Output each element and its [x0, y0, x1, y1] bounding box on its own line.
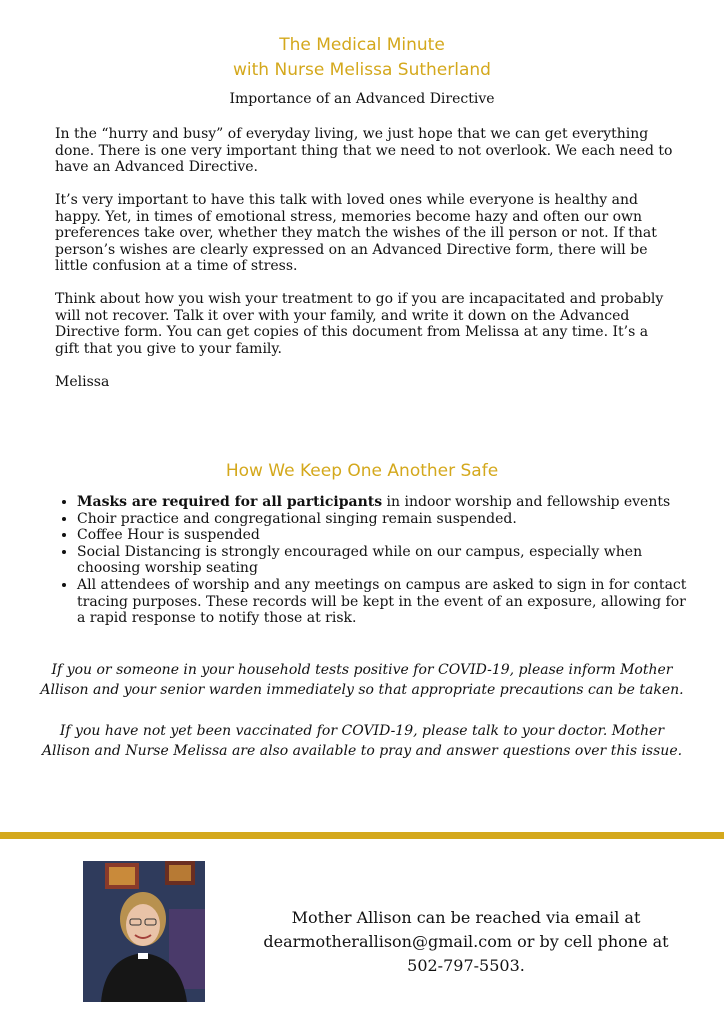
safety-list — [55, 494, 697, 627]
newsletter-title — [0, 33, 724, 83]
portrait-photo — [83, 861, 205, 1002]
contact-info — [236, 906, 696, 978]
safety-list-item: • Coffee Hour is suspended — [77, 527, 697, 544]
safety-item-text: in indoor worship and fellowship events — [382, 494, 671, 510]
safety-heading: How We Keep One Another Safe — [225, 461, 499, 481]
vaccination-notice: If you have not yet been vaccinated for COVID-19, please talk to your doctor. Mother Allison and Nurse Melissa are also available to pray and answer questions over this issue. — [41, 723, 683, 759]
title-line-2: with Nurse Melissa Sutherland — [233, 60, 491, 80]
contact-line: Mother Allison can be reached via email at — [291, 908, 641, 927]
safety-list-item: • Choir practice and congregational singing remain suspended. — [77, 511, 697, 528]
article-body — [55, 126, 675, 390]
safety-list-item — [77, 494, 697, 511]
footer-divider — [0, 832, 724, 839]
portrait-illustration — [83, 861, 205, 1002]
article-paragraph: Think about how you wish your treatment to go if you are incapacitated and probably will not recover. Talk it over with your family, and write it down on the Advanced Directive form. You can get copies of this document from Melissa at any time. It’s a gift that you give to your family. — [55, 291, 664, 357]
article-subtitle: Importance of an Advanced Directive — [229, 91, 495, 107]
article-paragraph: In the “hurry and busy” of everyday living, we just hope that we can get everything done. There is one very important thing that we need to not overlook. We each need to have an Advanced Directive. — [55, 126, 673, 175]
contact-phone-line: 502-797-5503. — [407, 956, 525, 975]
article-paragraph: It’s very important to have this talk with loved ones while everyone is healthy and happy. Yet, in times of emotional stress, memories become hazy and often our own preferences take over, whether they match the wishes of the ill person or not. If that person’s wishes are clearly expressed on an Advanced Directive form, there will be little confusion at a time of stress. — [55, 192, 657, 274]
title-line-1: The Medical Minute — [279, 35, 445, 55]
contact-email-line: dearmotherallison@gmail.com or by cell phone at — [263, 932, 669, 951]
safety-list-item: • All attendees of worship and any meetings on campus are asked to sign in for contact tracing purposes. These records will be kept in the event of an exposure, allowing for a rapid response to notify those at risk. — [77, 577, 697, 627]
safety-list-item: • Social Distancing is strongly encouraged while on our campus, especially when choosing worship seating — [77, 544, 697, 577]
safety-item-bold: Masks are required for all participants — [77, 494, 383, 510]
covid-notice: If you or someone in your household tests positive for COVID-19, please inform Mother Allison and your senior warden immediately so that appropriate precautions can be taken. — [40, 662, 684, 698]
signature: Melissa — [55, 373, 110, 390]
